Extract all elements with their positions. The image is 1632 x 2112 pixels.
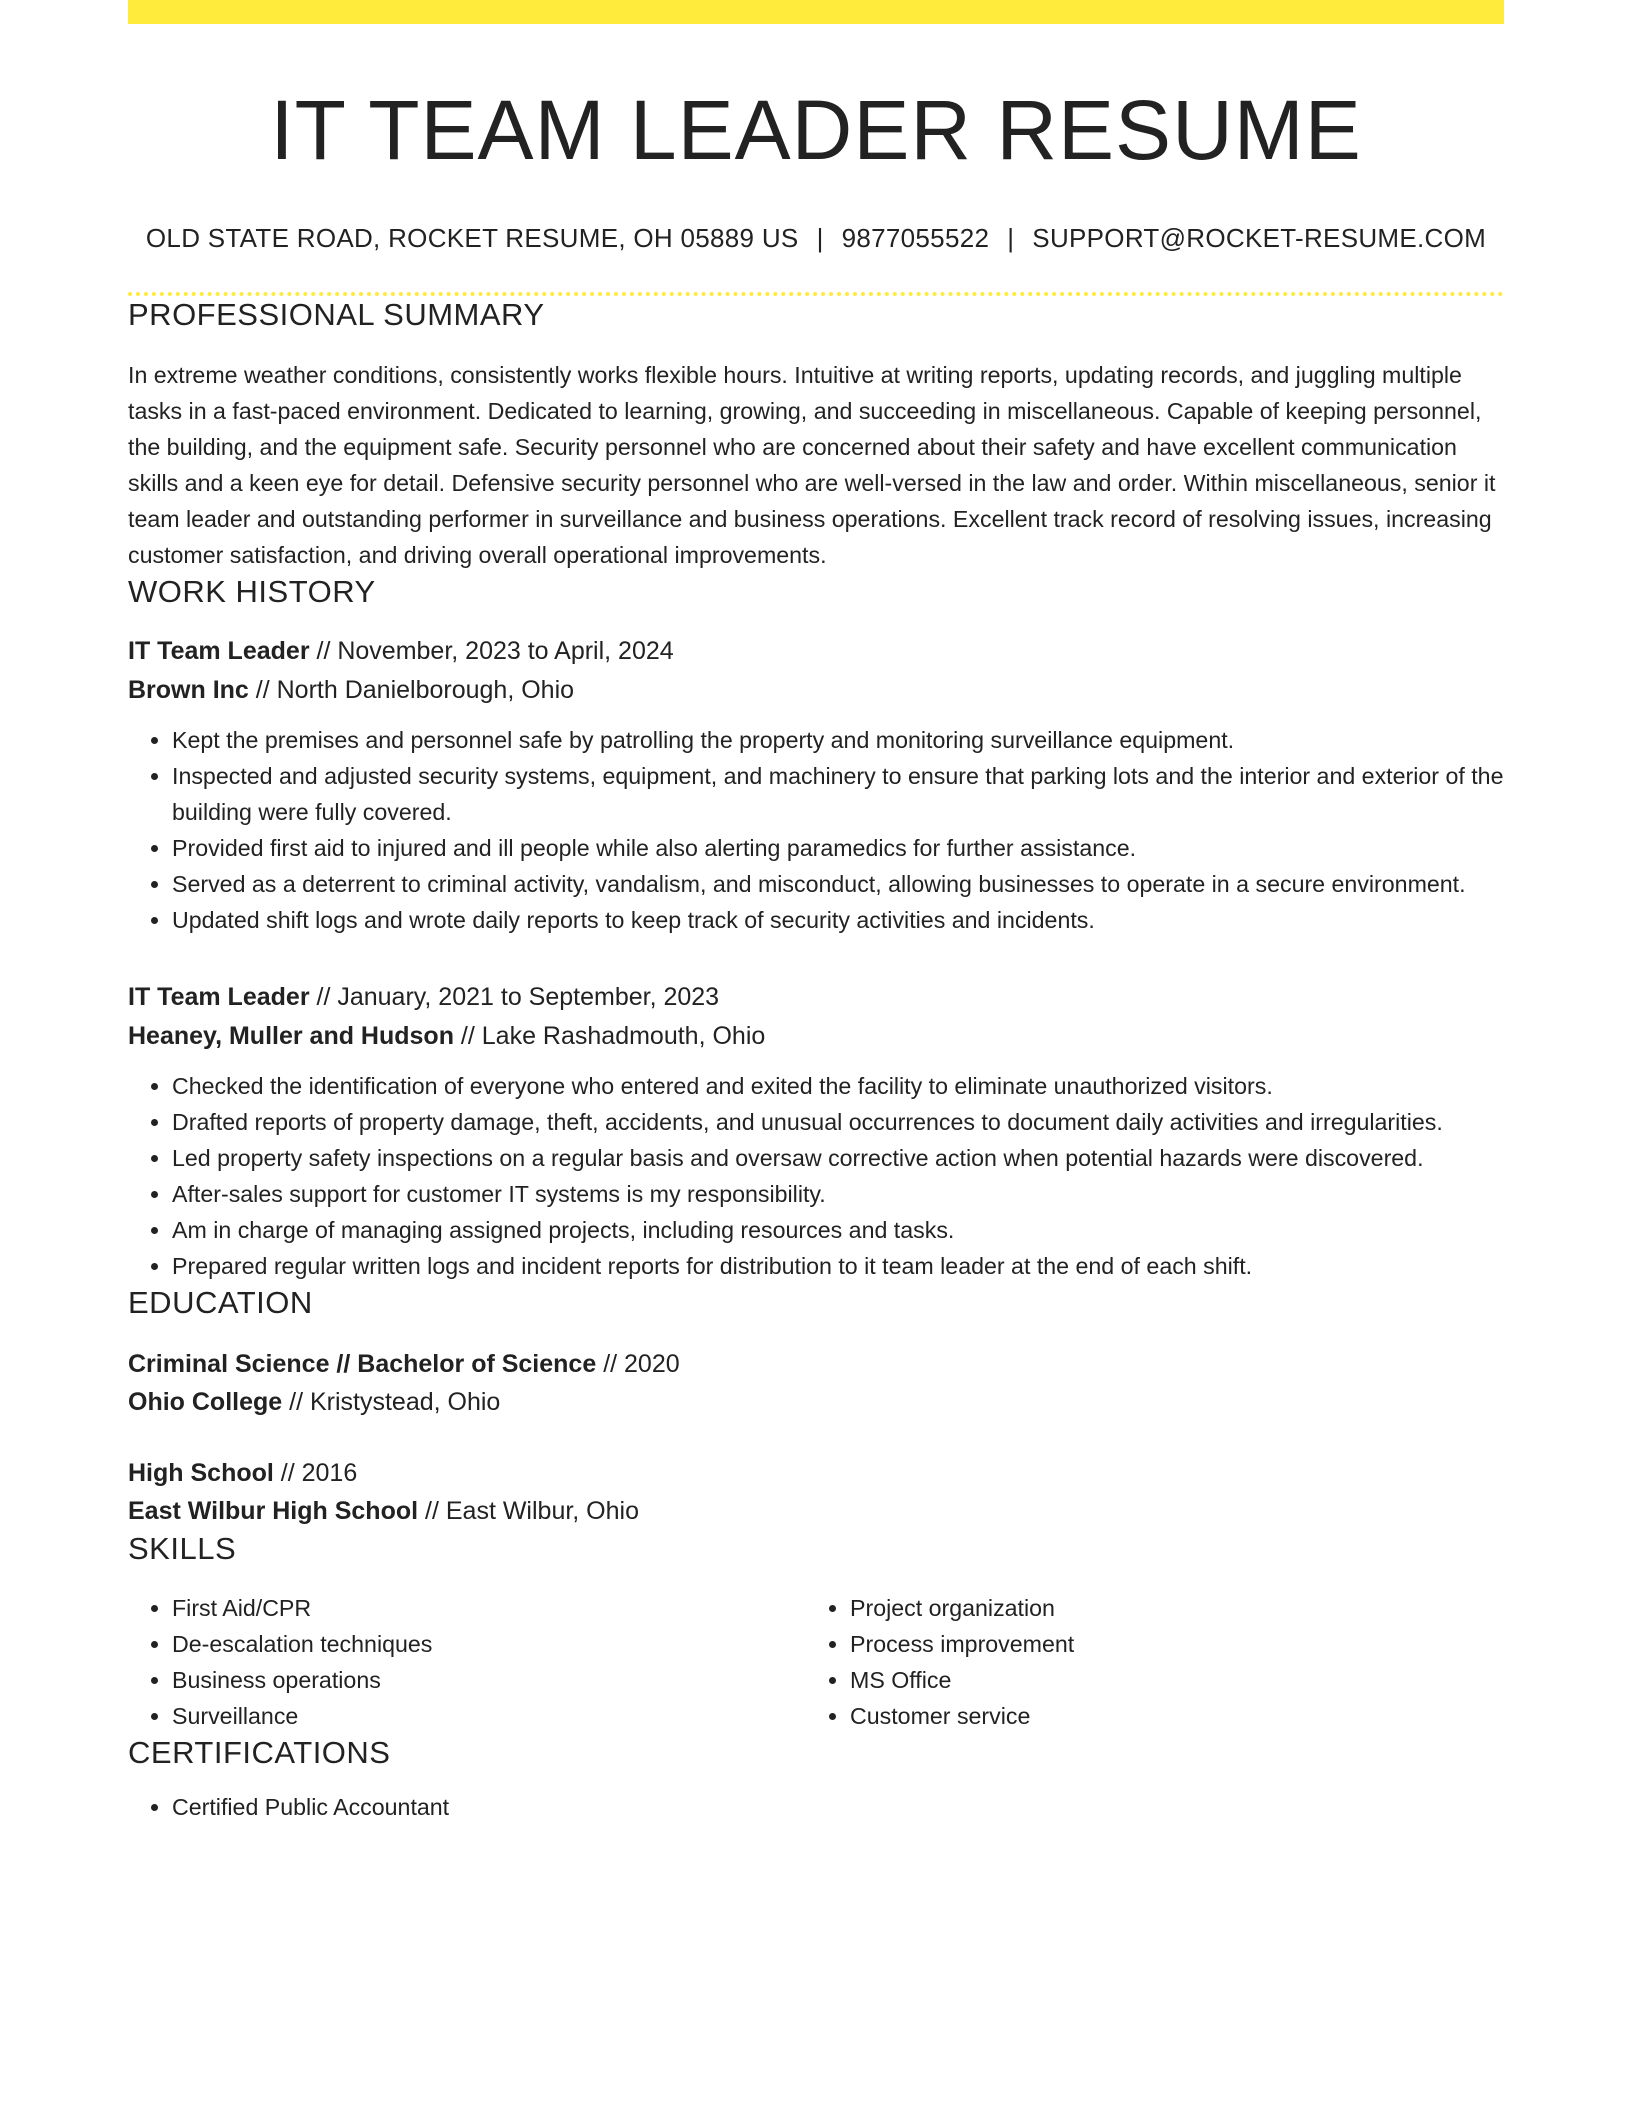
job-bullet: • Kept the premises and personnel safe by patrolling the property and monitoring surveillance equipment. (172, 722, 1504, 758)
education-location: // Kristystead, Ohio (282, 1388, 501, 1417)
education-year: // 2020 (596, 1350, 680, 1379)
contact-separator: | (1007, 222, 1015, 253)
job-title: IT Team Leader (128, 637, 310, 666)
education-degree: High School (128, 1459, 274, 1488)
job-bullet: • Served as a deterrent to criminal activity, vandalism, and misconduct, allowing businesses to operate in a secure environment. (172, 866, 1504, 902)
contact-address: OLD STATE ROAD, ROCKET RESUME, OH 05889 US (145, 222, 799, 253)
job-bullet: • After-sales support for customer IT systems is my responsibility. (172, 1176, 1504, 1212)
contact-separator: | (816, 222, 824, 253)
education-location: // East Wilbur, Ohio (418, 1497, 639, 1526)
job-entry (128, 632, 1504, 938)
education-school: Ohio College (128, 1388, 283, 1417)
job-company: Brown Inc (128, 676, 249, 705)
top-accent-bar (128, 0, 1504, 24)
job-bullet: • Am in charge of managing assigned projects, including resources and tasks. (172, 1212, 1504, 1248)
education-school-line (128, 1383, 1504, 1421)
skills-list-right (806, 1590, 1484, 1734)
contact-email[interactable]: SUPPORT@ROCKET-RESUME.COM (1032, 222, 1487, 253)
education-degree-line (128, 1454, 1504, 1492)
education-school: East Wilbur High School (128, 1497, 419, 1526)
education-school-line (128, 1492, 1504, 1530)
skill-item: • De-escalation techniques (172, 1626, 806, 1662)
job-dates: // January, 2021 to September, 2023 (309, 983, 720, 1012)
skill-item: • Business operations (172, 1662, 806, 1698)
work-history-heading: WORK HISTORY (128, 573, 376, 609)
job-title-line (128, 632, 1504, 671)
job-bullet: • Updated shift logs and wrote daily reports to keep track of security activities and incidents. (172, 902, 1504, 938)
job-location: // Lake Rashadmouth, Ohio (453, 1022, 766, 1051)
resume-page (128, 0, 1504, 1825)
summary-text: In extreme weather conditions, consistently works flexible hours. Intuitive at writing reports, updating records, and juggling multiple tasks in a fast-paced environment. Dedicated to learning, growing, and succeeding in miscellaneous. Capable of keeping personnel, the building, and the equipment safe. Security personnel who are concerned about their safety and have excellent communication skills and a keen eye for detail. Defensive security personnel who are well-versed in the law and order. Within miscellaneous, senior it team leader and outstanding performer in surveillance and business operations. Excellent track record of resolving issues, increasing customer satisfaction, and driving overall operational improvements. (128, 361, 1496, 568)
certifications-list (128, 1789, 1504, 1825)
education-entry (128, 1345, 1504, 1421)
job-bullet: • Drafted reports of property damage, theft, accidents, and unusual occurrences to document daily activities and irregularities. (172, 1104, 1504, 1140)
certification-item: • Certified Public Accountant (172, 1789, 1504, 1825)
skill-item: • Customer service (850, 1698, 1484, 1734)
education-heading: EDUCATION (128, 1285, 313, 1321)
education-entry (128, 1454, 1504, 1530)
job-company-line (128, 671, 1504, 710)
education-degree: Criminal Science // Bachelor of Science (128, 1350, 597, 1379)
job-bullet: • Prepared regular written logs and incident reports for distribution to it team leader at the end of each shift. (172, 1248, 1504, 1284)
job-title-line (128, 978, 1504, 1017)
skill-item: • Surveillance (172, 1698, 806, 1734)
job-bullet: • Inspected and adjusted security systems, equipment, and machinery to ensure that parking lots and the interior and exterior of the building were fully covered. (172, 758, 1504, 830)
contact-line (128, 223, 1504, 254)
skill-item: • First Aid/CPR (172, 1590, 806, 1626)
job-bullets (128, 722, 1504, 938)
job-company: Heaney, Muller and Hudson (128, 1022, 454, 1051)
job-bullet: • Provided first aid to injured and ill people while also alerting paramedics for further assistance. (172, 830, 1504, 866)
job-location: // North Danielborough, Ohio (248, 676, 575, 705)
skills-columns (128, 1590, 1504, 1734)
job-bullet: • Led property safety inspections on a regular basis and oversaw corrective action when potential hazards were discovered. (172, 1140, 1504, 1176)
skill-item: • MS Office (850, 1662, 1484, 1698)
job-bullet: • Checked the identification of everyone who entered and exited the facility to eliminate unauthorized visitors. (172, 1068, 1504, 1104)
skills-list-left (128, 1590, 806, 1734)
job-company-line (128, 1017, 1504, 1056)
skill-item: • Process improvement (850, 1626, 1484, 1662)
job-dates: // November, 2023 to April, 2024 (309, 637, 674, 666)
job-entry (128, 978, 1504, 1284)
resume-title: IT TEAM LEADER RESUME (270, 83, 1362, 177)
education-degree-line (128, 1345, 1504, 1383)
job-bullets (128, 1068, 1504, 1284)
job-title: IT Team Leader (128, 983, 310, 1012)
education-year: // 2016 (273, 1459, 358, 1488)
certifications-heading: CERTIFICATIONS (128, 1734, 391, 1770)
job-header (128, 632, 1504, 710)
contact-phone[interactable]: 9877055522 (841, 222, 990, 253)
skill-item: • Project organization (850, 1590, 1484, 1626)
skills-heading: SKILLS (128, 1531, 237, 1567)
job-header (128, 978, 1504, 1056)
summary-heading: PROFESSIONAL SUMMARY (128, 296, 545, 332)
